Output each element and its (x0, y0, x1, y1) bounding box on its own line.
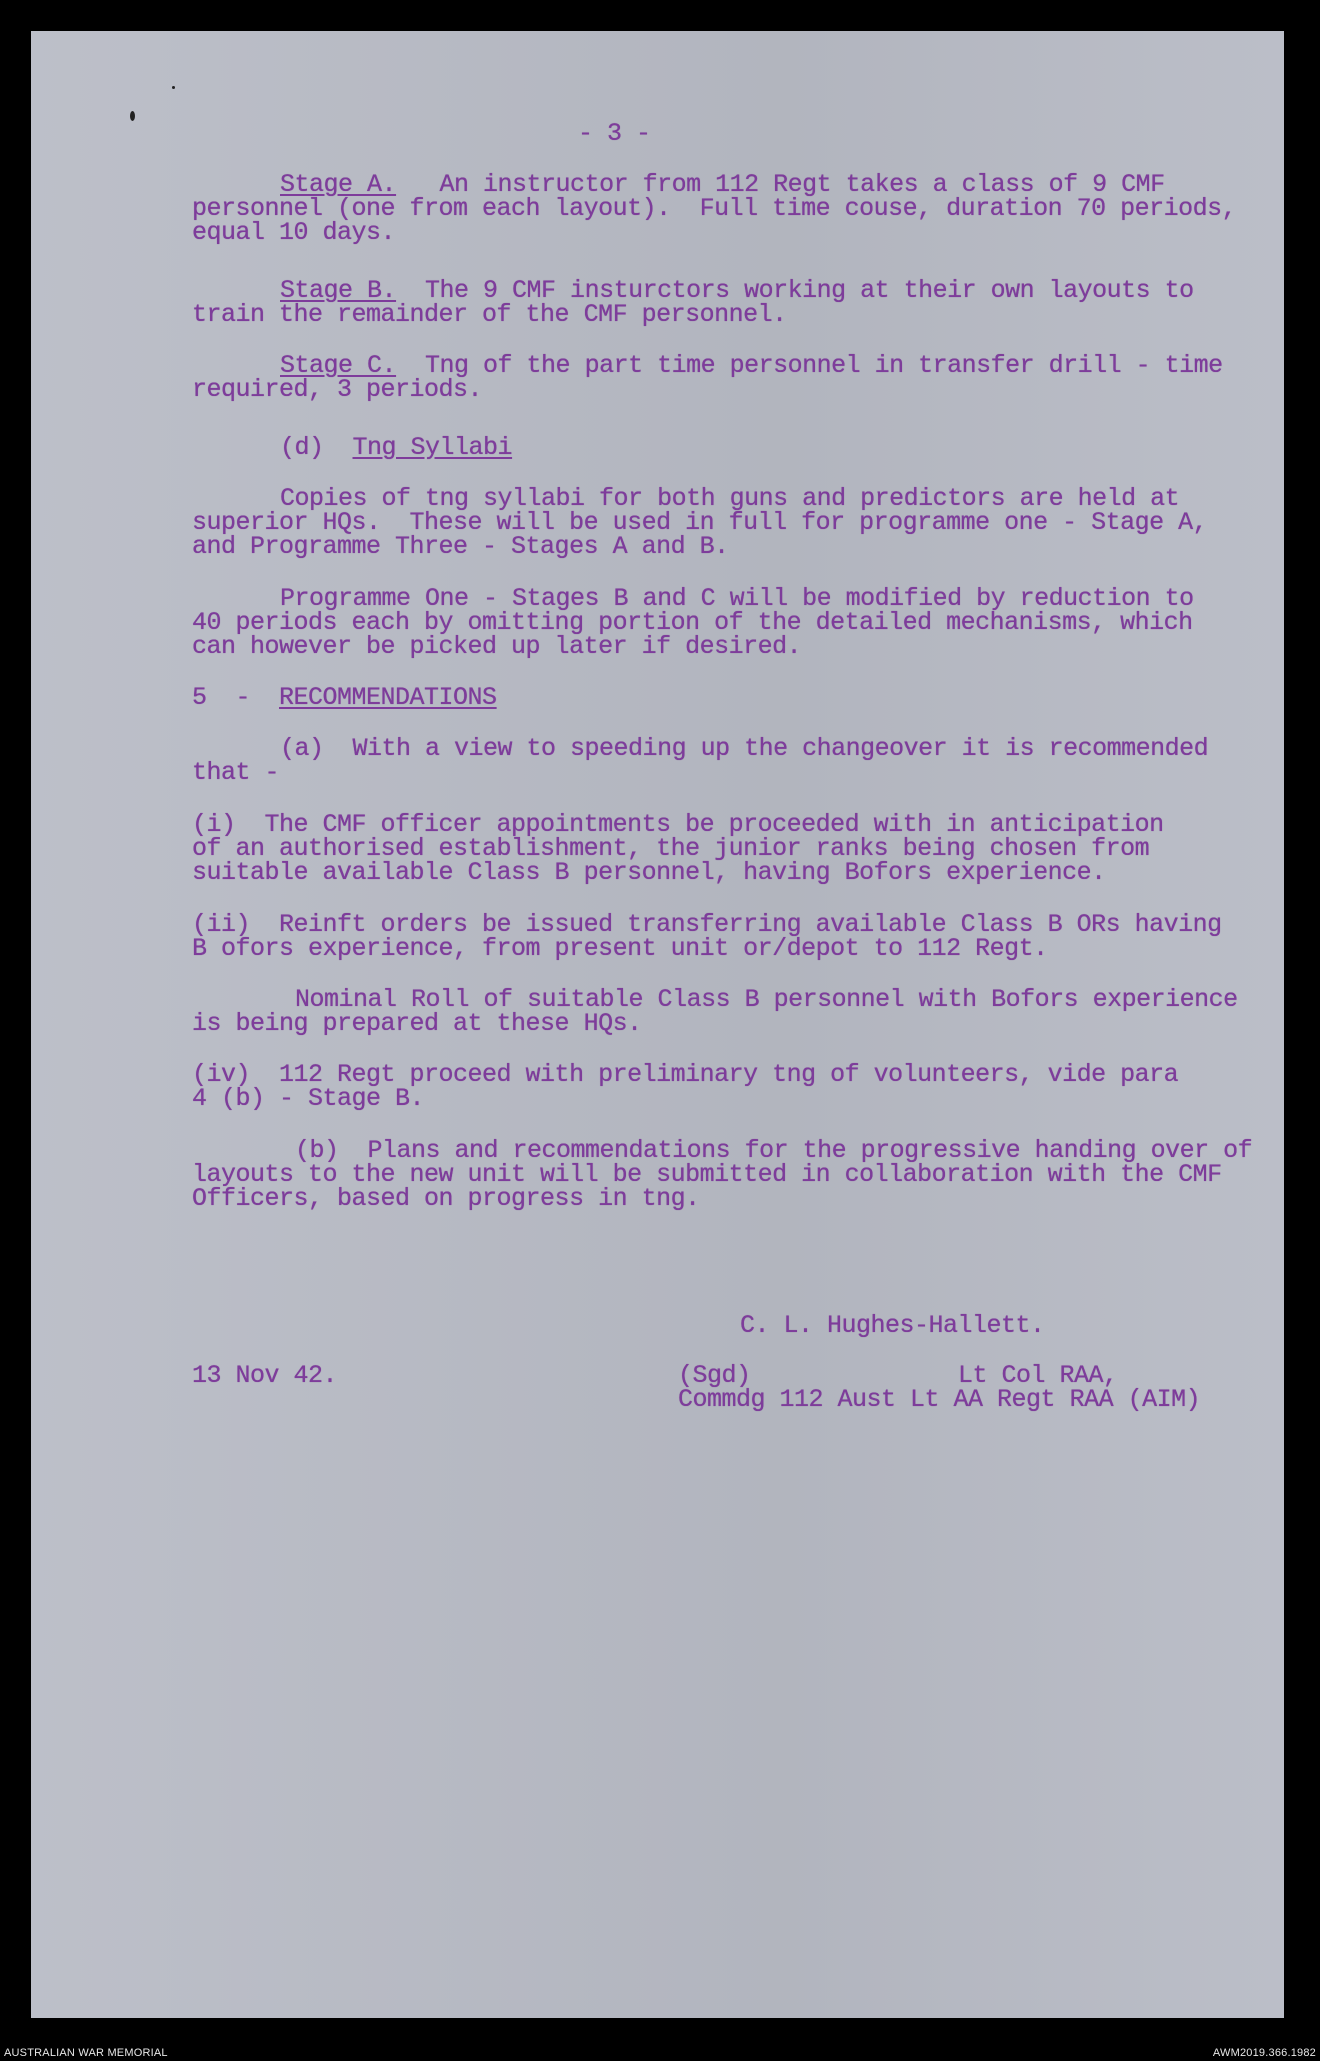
section-5-heading: RECOMMENDATIONS (279, 683, 497, 712)
rec-iv-line-2: 4 (b) - Stage B. (192, 1084, 425, 1113)
rec-b-line-3: Officers, based on progress in tng. (192, 1184, 700, 1213)
paper-speck (130, 111, 135, 121)
tng-syllabi-label: (d) (280, 433, 353, 462)
programme-one-line-3: can however be picked up later if desired. (192, 632, 802, 661)
signature-date: 13 Nov 42. (192, 1361, 338, 1390)
rec-i-line-3: suitable available Class B personnel, having Bofors experience. (192, 858, 1106, 887)
rec-b-line-2: layouts to the new unit will be submitted in collaboration with the CMF (192, 1160, 1222, 1189)
document-page (31, 31, 1284, 2018)
paper-speck (172, 86, 175, 89)
nominal-roll-line-1: Nominal Roll of suitable Class B personnel with Bofors experience (295, 985, 1238, 1014)
rec-i-line-2: of an authorised establishment, the junior ranks being chosen from (192, 834, 1150, 863)
section-5-heading-line (192, 685, 497, 710)
signature-rank: Lt Col RAA, (958, 1361, 1118, 1390)
rec-ii-line-2: B ofors experience, from present unit or/depot to 112 Regt. (192, 934, 1048, 963)
archive-reference: AWM2019.366.1982 (1212, 2047, 1316, 2059)
page-number: - 3 - (578, 119, 651, 148)
archive-credit: AUSTRALIAN WAR MEMORIAL (4, 2047, 168, 2059)
stage-b-text: The 9 CMF insturctors working at their own layouts to (396, 276, 1194, 305)
signature-appointment: Commdg 112 Aust Lt AA Regt RAA (AIM) (678, 1385, 1201, 1414)
programme-one-line-2: 40 periods each by omitting portion of the detailed mechanisms, which (192, 608, 1193, 637)
rec-b-line-1: (b) Plans and recommendations for the progressive handing over of (295, 1136, 1253, 1165)
tng-syllabi-line (280, 435, 512, 460)
stage-a-text: An instructor from 112 Regt takes a class of 9 CMF (396, 170, 1165, 199)
section-5-number: 5 - (192, 683, 280, 712)
syllabi-para-line-1: Copies of tng syllabi for both guns and predictors are held at (280, 484, 1180, 513)
stage-c-line-2: required, 3 periods. (192, 375, 483, 404)
signature-sgd: (Sgd) (678, 1361, 751, 1390)
rec-a-line-1: (a) With a view to speeding up the changeover it is recommended (280, 734, 1209, 763)
stage-b-heading: Stage B. (280, 276, 397, 305)
tng-syllabi-heading: Tng Syllabi (352, 433, 513, 462)
stage-c-heading: Stage C. (280, 351, 397, 380)
syllabi-para-line-2: superior HQs. These will be used in full for programme one - Stage A, (192, 508, 1208, 537)
nominal-roll-line-2: is being prepared at these HQs. (192, 1009, 642, 1038)
rec-a-line-2: that - (192, 758, 280, 787)
rec-iv-line-1: (iv) 112 Regt proceed with preliminary tng of volunteers, vide para (192, 1060, 1179, 1089)
stage-a-line-3: equal 10 days. (192, 218, 396, 247)
stage-a-heading: Stage A. (280, 170, 397, 199)
rec-i-line-1: (i) The CMF officer appointments be proceeded with in anticipation (192, 810, 1164, 839)
programme-one-line-1: Programme One - Stages B and C will be modified by reduction to (280, 584, 1194, 613)
signature-name: C. L. Hughes-Hallett. (740, 1311, 1045, 1340)
stage-c-text: Tng of the part time personnel in transfer drill - time (396, 351, 1223, 380)
syllabi-para-line-3: and Programme Three - Stages A and B. (192, 532, 729, 561)
stage-b-line-2: train the remainder of the CMF personnel. (192, 300, 787, 329)
rec-ii-line-1: (ii) Reinft orders be issued transferring available Class B ORs having (192, 910, 1222, 939)
stage-a-line-2: personnel (one from each layout). Full time couse, duration 70 periods, (192, 194, 1237, 223)
